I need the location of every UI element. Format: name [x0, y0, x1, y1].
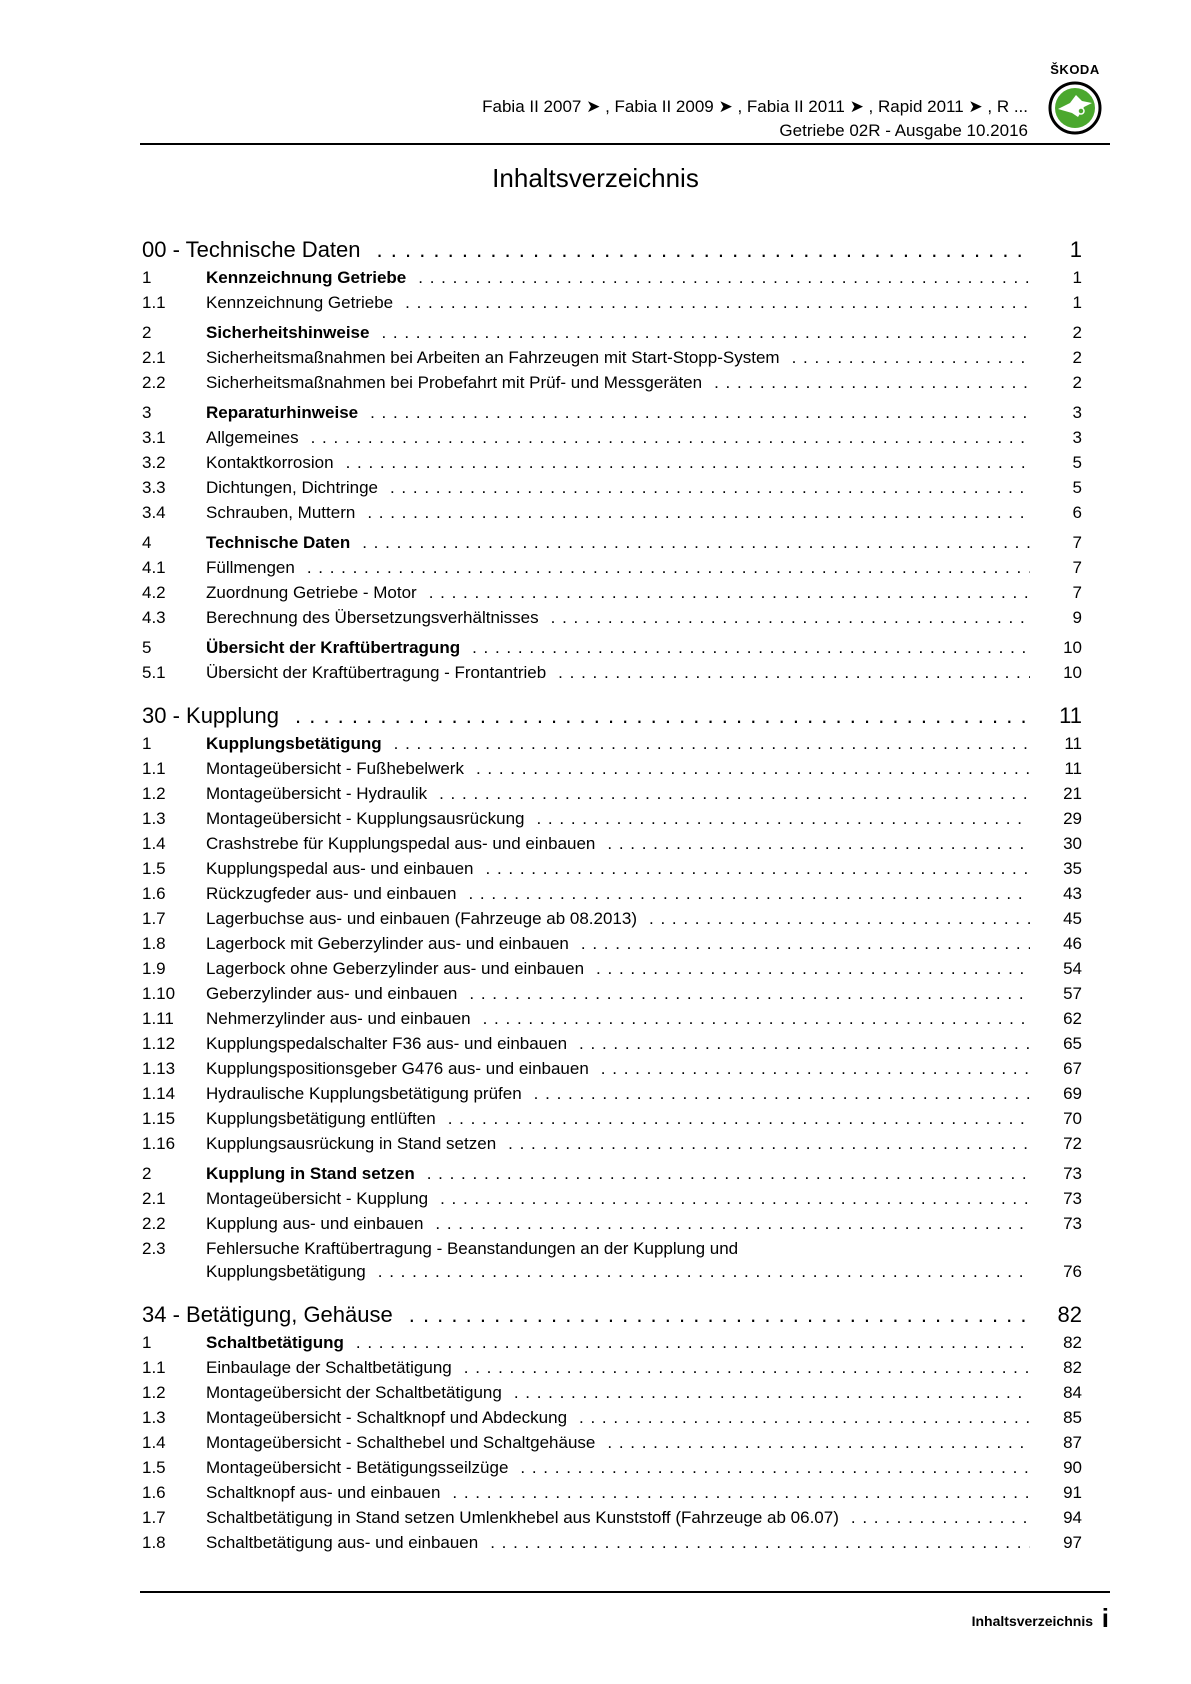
- toc-entry-title: Kupplungsbetätigung: [206, 734, 382, 753]
- toc-entry[interactable]: [142, 1353, 1082, 1378]
- toc-entry-page: 7: [1072, 583, 1082, 602]
- toc-entry-title: Zuordnung Getriebe - Motor: [206, 583, 417, 602]
- toc-leader-dots: [435, 1214, 1030, 1234]
- toc-entry-number: 2.1: [142, 348, 166, 367]
- toc-entry-title: Schaltknopf aus- und einbauen: [206, 1483, 441, 1502]
- toc-entry[interactable]: [142, 288, 1082, 313]
- toc-entry-number: 2.1: [142, 1189, 166, 1208]
- toc-leader-dots: [429, 583, 1030, 603]
- toc-leader-dots: [390, 478, 1030, 498]
- toc-entry-page: 87: [1063, 1433, 1082, 1452]
- toc-entry-title: Montageübersicht - Schaltknopf und Abdeckung: [206, 1408, 568, 1427]
- toc-entry[interactable]: [142, 1029, 1082, 1054]
- toc-entry-title: Montageübersicht - Kupplung: [206, 1189, 429, 1208]
- toc-leader-dots: [409, 1302, 1030, 1328]
- toc-entry-number: 3.1: [142, 428, 166, 447]
- toc-entry-page: 67: [1063, 1059, 1082, 1078]
- toc-chapter[interactable]: [142, 696, 1082, 729]
- toc-leader-dots: [362, 533, 1030, 553]
- toc-entry-title: Kontaktkorrosion: [206, 453, 334, 472]
- toc-entry[interactable]: [142, 1428, 1082, 1453]
- toc-entry-page: 5: [1072, 453, 1082, 472]
- toc-entry-number: 1.1: [142, 759, 166, 778]
- toc-entry-page: 73: [1063, 1189, 1082, 1208]
- toc-entry-title: Schaltbetätigung aus- und einbauen: [206, 1533, 479, 1552]
- toc-entry-page: 54: [1063, 959, 1082, 978]
- toc-entry-number: 2.2: [142, 373, 166, 392]
- toc-entry-title: Kennzeichnung Getriebe: [206, 293, 394, 312]
- skoda-arrow-logo-icon: [1048, 81, 1102, 135]
- toc-entry[interactable]: [142, 829, 1082, 854]
- toc-entry-page: 91: [1063, 1483, 1082, 1502]
- toc-entry-title: Berechnung des Übersetzungsverhältnisses: [206, 608, 539, 627]
- toc-entry[interactable]: [142, 1209, 1082, 1234]
- toc-leader-dots: [520, 1458, 1030, 1478]
- toc-entry-title: Schrauben, Muttern: [206, 503, 356, 522]
- toc-leader-dots: [405, 293, 1030, 313]
- toc-entry-title: Schaltbetätigung in Stand setzen Umlenkhebel aus Kunststoff (Fahrzeuge ab 06.07): [206, 1508, 839, 1527]
- toc-entry-page: 35: [1063, 859, 1082, 878]
- toc-entry-title: Dichtungen, Dichtringe: [206, 478, 378, 497]
- toc-entry-page: 72: [1063, 1134, 1082, 1153]
- toc-leader-dots: [377, 237, 1030, 263]
- toc-leader-dots: [596, 959, 1030, 979]
- toc-leader-dots: [607, 834, 1030, 854]
- toc-entry-number: 3.4: [142, 503, 166, 522]
- toc-entry-line1: [142, 1234, 750, 1259]
- toc-entry-number: 2: [142, 323, 152, 342]
- toc-entry-title: Lagerbock ohne Geberzylinder aus- und einbauen: [206, 959, 585, 978]
- toc-entry[interactable]: [142, 1054, 1082, 1079]
- toc-leader-dots: [381, 323, 1030, 343]
- toc-leader-dots: [558, 663, 1030, 683]
- toc-entry-page: 11: [1064, 734, 1082, 753]
- toc-entry-number: 1.11: [142, 1009, 174, 1028]
- toc-entry[interactable]: [142, 779, 1082, 804]
- toc-entry-title: Montageübersicht - Betätigungsseilzüge: [206, 1458, 509, 1477]
- toc-entry[interactable]: [142, 473, 1082, 498]
- toc-leader-dots: [367, 503, 1030, 523]
- toc-entry-number: 1: [142, 734, 152, 753]
- toc-entry-title: Crashstrebe für Kupplungspedal aus- und einbauen: [206, 834, 596, 853]
- toc-entry-page: 82: [1057, 1302, 1082, 1327]
- toc-entry[interactable]: [142, 1403, 1082, 1428]
- toc-entry-title: Lagerbuchse aus- und einbauen (Fahrzeuge ab 08.2013): [206, 909, 637, 928]
- toc-entry-page: 7: [1072, 533, 1082, 552]
- toc-entry[interactable]: [142, 1079, 1082, 1104]
- toc-entry-page: 97: [1063, 1533, 1082, 1552]
- toc-entry-page: 11: [1059, 703, 1082, 728]
- toc-entry-page: 6: [1072, 503, 1082, 522]
- toc-entry[interactable]: [142, 754, 1082, 779]
- toc-entry-number: 1: [142, 1333, 152, 1352]
- toc-chapter[interactable]: [142, 1295, 1082, 1328]
- toc-entry[interactable]: [142, 904, 1082, 929]
- toc-entry-title: Sicherheitsmaßnahmen bei Arbeiten an Fahrzeugen mit Start-Stopp-System: [206, 348, 780, 367]
- toc-entry[interactable]: [142, 1184, 1082, 1209]
- toc-entry-number: 1.13: [142, 1059, 176, 1078]
- toc-entry[interactable]: [142, 879, 1082, 904]
- toc-entry-page: 82: [1063, 1333, 1082, 1352]
- page-header: [140, 62, 1110, 144]
- toc-entry-title: Montageübersicht der Schaltbetätigung: [206, 1383, 502, 1402]
- toc-leader-dots: [579, 1408, 1030, 1428]
- toc-entry-number: 1.15: [142, 1109, 176, 1128]
- toc-leader-dots: [536, 809, 1030, 829]
- toc-entry-title: Reparaturhinweise: [206, 403, 359, 422]
- toc-leader-dots: [295, 703, 1030, 729]
- toc-entry-number: 2.2: [142, 1214, 166, 1233]
- toc-entry-number: 1.2: [142, 784, 166, 803]
- toc-section[interactable]: [142, 528, 1082, 553]
- toc-entry-title: Kupplungspedal aus- und einbauen: [206, 859, 474, 878]
- toc-leader-dots: [649, 909, 1030, 929]
- toc-entry-title: Kupplung aus- und einbauen: [206, 1214, 424, 1233]
- toc-entry-number: 1.8: [142, 1533, 166, 1552]
- toc-entry[interactable]: [142, 658, 1082, 683]
- toc-entry-title: Kupplungspositionsgeber G476 aus- und einbauen: [206, 1059, 589, 1078]
- toc-entry-page: 10: [1063, 663, 1082, 682]
- toc-entry-page: 1: [1069, 237, 1082, 262]
- toc-entry[interactable]: [142, 954, 1082, 979]
- header-edition: Getriebe 02R - Ausgabe 10.2016: [779, 121, 1028, 140]
- toc-entry-page: 1: [1072, 293, 1082, 312]
- toc-entry-page: 3: [1072, 403, 1082, 422]
- footer-page-number: i: [1101, 1603, 1109, 1633]
- toc-entry-number: 5.1: [142, 663, 166, 682]
- toc-section[interactable]: [142, 729, 1082, 754]
- toc-entry-page: 11: [1064, 759, 1082, 778]
- toc-leader-dots: [394, 734, 1030, 754]
- toc-entry[interactable]: [142, 804, 1082, 829]
- toc-entry-title: Nehmerzylinder aus- und einbauen: [206, 1009, 471, 1028]
- toc-entry-title: Fehlersuche Kraftübertragung - Beanstandungen an der Kupplung und: [206, 1239, 739, 1258]
- toc-entry-page: 57: [1063, 984, 1082, 1003]
- toc-entry-number: 4.1: [142, 558, 166, 577]
- toc-entry[interactable]: [142, 1378, 1082, 1403]
- toc-entry[interactable]: [142, 578, 1082, 603]
- toc-section[interactable]: [142, 1328, 1082, 1353]
- toc-leader-dots: [476, 759, 1030, 779]
- toc-entry-title: Füllmengen: [206, 558, 295, 577]
- toc-entry[interactable]: [142, 553, 1082, 578]
- toc-entry-number: 1.5: [142, 1458, 166, 1477]
- toc-entry-number: 1.1: [142, 1358, 166, 1377]
- toc-leader-dots: [579, 1034, 1030, 1054]
- toc-leader-dots: [427, 1164, 1030, 1184]
- toc-entry-page: 76: [1063, 1262, 1082, 1281]
- toc-entry[interactable]: [142, 1503, 1082, 1528]
- toc-entry-number: 1.16: [142, 1134, 176, 1153]
- toc-leader-dots: [468, 884, 1030, 904]
- toc-entry-page: 70: [1063, 1109, 1082, 1128]
- toc-entry-page: 2: [1072, 323, 1082, 342]
- toc-leader-dots: [452, 1483, 1030, 1503]
- toc-entry[interactable]: [142, 423, 1082, 448]
- toc-entry-number: 4.2: [142, 583, 166, 602]
- toc-entry-number: 2: [142, 1164, 152, 1183]
- toc-leader-dots: [370, 403, 1030, 423]
- toc-leader-dots: [714, 373, 1030, 393]
- toc-leader-dots: [311, 428, 1030, 448]
- toc-entry[interactable]: [142, 854, 1082, 879]
- toc-entry-title: Geberzylinder aus- und einbauen: [206, 984, 458, 1003]
- toc-entry-title: Kennzeichnung Getriebe: [206, 268, 407, 287]
- toc-entry-title: Sicherheitshinweise: [206, 323, 370, 342]
- toc-entry-number: 1.6: [142, 884, 166, 903]
- toc-entry-title: Kupplungsausrückung in Stand setzen: [206, 1134, 497, 1153]
- toc-entry[interactable]: [142, 1478, 1082, 1503]
- toc-entry[interactable]: [142, 1234, 1082, 1282]
- toc-entry-number: 1.3: [142, 809, 166, 828]
- toc-entry[interactable]: [142, 498, 1082, 523]
- toc-leader-dots: [508, 1134, 1030, 1154]
- toc-entry-number: 1.2: [142, 1383, 166, 1402]
- toc-entry-page: 30: [1063, 834, 1082, 853]
- toc-entry-title: Kupplungspedalschalter F36 aus- und einbauen: [206, 1034, 568, 1053]
- toc-entry-number: 1.14: [142, 1084, 176, 1103]
- toc-entry-page: 73: [1063, 1164, 1082, 1183]
- toc-entry-title: Technische Daten: [206, 533, 351, 552]
- toc-entry-title: 00 - Technische Daten: [142, 237, 361, 262]
- toc-entry-title: Übersicht der Kraftübertragung - Frontantrieb: [206, 663, 547, 682]
- toc-entry-page: 29: [1063, 809, 1082, 828]
- toc-entry-title: Kupplung in Stand setzen: [206, 1164, 415, 1183]
- toc-leader-dots: [534, 1084, 1030, 1104]
- toc-leader-dots: [490, 1533, 1030, 1553]
- toc-section[interactable]: [142, 398, 1082, 423]
- toc-leader-dots: [607, 1433, 1030, 1453]
- toc-leader-dots: [581, 934, 1030, 954]
- toc-leader-dots: [514, 1383, 1030, 1403]
- toc-entry-page: 2: [1072, 373, 1082, 392]
- toc-entry-page: 94: [1063, 1508, 1082, 1527]
- toc-entry[interactable]: [142, 929, 1082, 954]
- toc-entry-title: 34 - Betätigung, Gehäuse: [142, 1302, 393, 1327]
- toc-entry-number: 1.4: [142, 834, 166, 853]
- toc-entry-page: 5: [1072, 478, 1082, 497]
- toc-leader-dots: [551, 608, 1030, 628]
- toc-leader-dots: [472, 638, 1030, 658]
- toc-entry-number: 1.6: [142, 1483, 166, 1502]
- toc-entry-number: 1.3: [142, 1408, 166, 1427]
- toc-entry-title: Schaltbetätigung: [206, 1333, 344, 1352]
- toc-entry[interactable]: [142, 1453, 1082, 1478]
- toc-entry-title: Montageübersicht - Fußhebelwerk: [206, 759, 464, 778]
- toc-entry-title: Rückzugfeder aus- und einbauen: [206, 884, 457, 903]
- toc-entry-page: 2: [1072, 348, 1082, 367]
- toc-leader-dots: [851, 1508, 1030, 1528]
- toc-entry-number: 3: [142, 403, 152, 422]
- toc-entry-line2: [142, 1259, 1082, 1282]
- toc-entry-page: 90: [1063, 1458, 1082, 1477]
- toc-entry-title: Montageübersicht - Hydraulik: [206, 784, 428, 803]
- toc-entry-number: 1.5: [142, 859, 166, 878]
- toc-entry-title: Einbaulage der Schaltbetätigung: [206, 1358, 452, 1377]
- toc-entry-number: 1.9: [142, 959, 166, 978]
- toc-leader-dots: [486, 859, 1030, 879]
- toc-section[interactable]: [142, 263, 1082, 288]
- toc-leader-dots: [464, 1358, 1030, 1378]
- toc-leader-dots: [418, 268, 1030, 288]
- toc-leader-dots: [483, 1009, 1030, 1029]
- toc-entry[interactable]: [142, 1004, 1082, 1029]
- table-of-contents: [142, 230, 1082, 1553]
- toc-entry[interactable]: [142, 979, 1082, 1004]
- toc-entry[interactable]: [142, 368, 1082, 393]
- toc-entry-number: 3.3: [142, 478, 166, 497]
- toc-section[interactable]: [142, 318, 1082, 343]
- toc-entry-title: Montageübersicht - Kupplungsausrückung: [206, 809, 525, 828]
- toc-entry-page: 7: [1072, 558, 1082, 577]
- toc-entry-title: Allgemeines: [206, 428, 299, 447]
- toc-entry-page: 82: [1063, 1358, 1082, 1377]
- toc-entry-number: 4.3: [142, 608, 166, 627]
- toc-entry-title: Übersicht der Kraftübertragung: [206, 638, 461, 657]
- toc-leader-dots: [307, 558, 1030, 578]
- toc-leader-dots: [439, 784, 1030, 804]
- toc-entry-page: 73: [1063, 1214, 1082, 1233]
- toc-entry[interactable]: [142, 603, 1082, 628]
- toc-entry-number: 1.4: [142, 1433, 166, 1452]
- toc-entry-number: 1.8: [142, 934, 166, 953]
- toc-entry-page: 84: [1063, 1383, 1082, 1402]
- toc-entry-page: 46: [1063, 934, 1082, 953]
- toc-entry-title-cont: Kupplungsbetätigung: [206, 1262, 366, 1281]
- toc-entry-number: 1.7: [142, 1508, 166, 1527]
- toc-entry-title: Hydraulische Kupplungsbetätigung prüfen: [206, 1084, 522, 1103]
- toc-entry-title: Lagerbock mit Geberzylinder aus- und einbauen: [206, 934, 569, 953]
- toc-entry-page: 9: [1072, 608, 1082, 627]
- toc-entry[interactable]: [142, 448, 1082, 473]
- header-models: Fabia II 2007 ➤ , Fabia II 2009 ➤ , Fabia II 2011 ➤ , Rapid 2011 ➤ , R ...: [482, 97, 1028, 116]
- toc-entry-number: 1: [142, 268, 152, 287]
- toc-entry-number: 1.1: [142, 293, 166, 312]
- toc-entry-title: 30 - Kupplung: [142, 703, 279, 728]
- toc-entry-page: 45: [1063, 909, 1082, 928]
- toc-leader-dots: [601, 1059, 1030, 1079]
- brand-block: [1040, 62, 1110, 135]
- toc-chapter[interactable]: [142, 230, 1082, 263]
- toc-entry-number: 1.10: [142, 984, 176, 1003]
- toc-leader-dots: [469, 984, 1030, 1004]
- toc-entry-page: 10: [1063, 638, 1082, 657]
- brand-name: ŠKODA: [1050, 62, 1100, 77]
- toc-entry[interactable]: [142, 1104, 1082, 1129]
- toc-section[interactable]: [142, 633, 1082, 658]
- toc-leader-dots: [440, 1189, 1030, 1209]
- toc-entry-page: 21: [1063, 784, 1082, 803]
- header-rule: [140, 143, 1110, 145]
- toc-entry-title: Kupplungsbetätigung entlüften: [206, 1109, 436, 1128]
- page-title: Inhaltsverzeichnis: [492, 163, 699, 193]
- toc-entry-page: 3: [1072, 428, 1082, 447]
- toc-entry-number: 1.7: [142, 909, 166, 928]
- toc-entry[interactable]: [142, 1528, 1082, 1553]
- toc-entry-page: 85: [1063, 1408, 1082, 1427]
- toc-leader-dots: [346, 453, 1030, 473]
- toc-entry-number: 5: [142, 638, 152, 657]
- toc-entry-title: Montageübersicht - Schalthebel und Schaltgehäuse: [206, 1433, 596, 1452]
- toc-entry-number: 2.3: [142, 1239, 166, 1258]
- toc-entry[interactable]: [142, 343, 1082, 368]
- footer-label: Inhaltsverzeichnis: [971, 1613, 1093, 1629]
- toc-leader-dots: [448, 1109, 1030, 1129]
- toc-leader-dots: [792, 348, 1030, 368]
- toc-entry-page: 65: [1063, 1034, 1082, 1053]
- toc-entry-number: 4: [142, 533, 152, 552]
- toc-entry-page: 43: [1063, 884, 1082, 903]
- footer-rule: [140, 1591, 1110, 1593]
- toc-entry-page: 1: [1072, 268, 1082, 287]
- toc-entry-number: 1.12: [142, 1034, 176, 1053]
- toc-entry[interactable]: [142, 1129, 1082, 1154]
- toc-section[interactable]: [142, 1159, 1082, 1184]
- toc-entry-title: Sicherheitsmaßnahmen bei Probefahrt mit Prüf- und Messgeräten: [206, 373, 703, 392]
- toc-entry-number: 3.2: [142, 453, 166, 472]
- toc-leader-dots: [356, 1333, 1030, 1353]
- toc-entry-page: 69: [1063, 1084, 1082, 1103]
- toc-entry-page: 62: [1063, 1009, 1082, 1028]
- toc-leader-dots: [378, 1262, 1030, 1282]
